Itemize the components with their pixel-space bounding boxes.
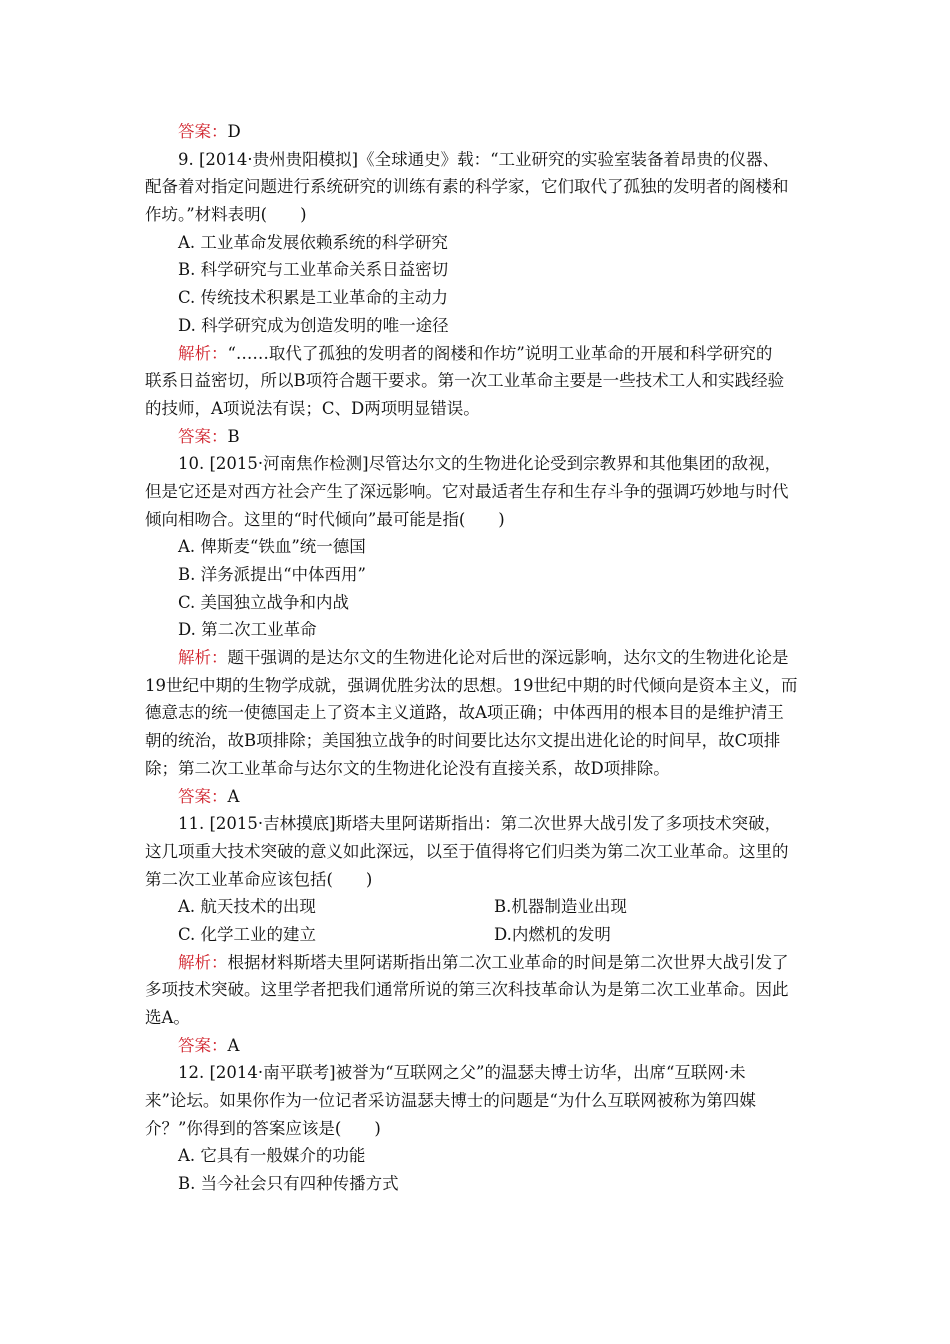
option-d: D. 科学研究成为创造发明的唯一途径 bbox=[178, 315, 449, 335]
option-a: A. 工业革命发展依赖系统的科学研究 bbox=[178, 232, 448, 252]
options-row bbox=[145, 893, 810, 921]
analysis-line: 选A。 bbox=[145, 1008, 190, 1027]
answer-label: 答案： bbox=[178, 786, 228, 806]
option-b: B. 当今社会只有四种传播方式 bbox=[178, 1174, 399, 1194]
document-page bbox=[145, 118, 810, 1198]
analysis-line: 联系日益密切，所以B项符合题干要求。第一次工业革命主要是一些技术工人和实践经验 bbox=[145, 371, 785, 391]
analysis-text: 根据材料斯塔夫里阿诺斯指出第二次工业革命的时间是第二次世界大战引发了 bbox=[227, 952, 789, 972]
analysis-text: “……取代了孤独的发明者的阁楼和作坊”说明工业革命的开展和科学研究的 bbox=[227, 343, 773, 363]
question-12-line-1: 12. [2014·南平联考]被誉为“互联网之父”的温瑟夫博士访华，出席“互联网·未 bbox=[178, 1063, 746, 1083]
analysis-line bbox=[145, 949, 810, 977]
analysis-line: 除；第二次工业革命与达尔文的生物进化论没有直接关系，故D项排除。 bbox=[145, 758, 670, 778]
answer-value: D bbox=[227, 122, 241, 141]
answer-value: B bbox=[227, 426, 240, 446]
options-row bbox=[145, 921, 810, 949]
option-b: B. 科学研究与工业革命关系日益密切 bbox=[178, 260, 449, 280]
option-d: D. 第二次工业革命 bbox=[178, 620, 317, 640]
answer-line bbox=[145, 423, 810, 451]
answer-line bbox=[145, 1032, 810, 1060]
analysis-line: 朝的统治，故B项排除；美国独立战争的时间要比达尔文提出进化论的时间早，故C项排 bbox=[145, 731, 781, 751]
question-9-line-1: 9. [2014·贵州贵阳模拟]《全球通史》载：“工业研究的实验室装备着昂贵的仪器、 bbox=[178, 149, 780, 169]
analysis-line bbox=[145, 644, 810, 672]
answer-label: 答案： bbox=[178, 122, 228, 141]
answer-line bbox=[145, 783, 810, 811]
option-a: A. 航天技术的出现 bbox=[178, 897, 316, 917]
question-12-line-2: 来”论坛。如果你作为一位记者采访温瑟夫博士的问题是“为什么互联网被称为第四媒 bbox=[145, 1091, 756, 1111]
answer-value: A bbox=[227, 786, 240, 806]
question-9-line-2: 配备着对指定问题进行系统研究的训练有素的科学家，它们取代了孤独的发明者的阁楼和 bbox=[145, 177, 789, 197]
option-c: C. 传统技术积累是工业革命的主动力 bbox=[178, 288, 449, 308]
analysis-label: 解析： bbox=[178, 952, 228, 972]
analysis-label: 解析： bbox=[178, 343, 228, 363]
option-a: A. 俾斯麦“铁血”统一德国 bbox=[178, 537, 366, 557]
analysis-line: 德意志的统一使德国走上了资本主义道路，故A项正确；中体西用的根本目的是维护清王 bbox=[145, 703, 784, 723]
question-9-line-3: 作坊。”材料表明( ) bbox=[145, 205, 307, 225]
option-d: D.内燃机的发明 bbox=[494, 924, 611, 944]
analysis-line: 多项技术突破。这里学者把我们通常所说的第三次科技革命认为是第二次工业革命。因此 bbox=[145, 980, 789, 1000]
answer-line bbox=[145, 118, 810, 146]
option-a: A. 它具有一般媒介的功能 bbox=[178, 1146, 366, 1166]
analysis-text: 题干强调的是达尔文的生物进化论对后世的深远影响，达尔文的生物进化论是 bbox=[227, 648, 789, 668]
option-b: B.机器制造业出现 bbox=[494, 897, 627, 917]
question-10-line-1: 10. [2015·河南焦作检测]尽管达尔文的生物进化论受到宗教界和其他集团的敌视， bbox=[178, 454, 782, 474]
option-c: C. 美国独立战争和内战 bbox=[178, 592, 350, 612]
analysis-line: 的技师，A项说法有误；C、D两项明显错误。 bbox=[145, 398, 480, 418]
answer-value: A bbox=[227, 1035, 240, 1055]
question-12-line-3: 介？”你得到的答案应该是( ) bbox=[145, 1118, 381, 1138]
option-b: B. 洋务派提出“中体西用” bbox=[178, 565, 366, 584]
answer-label: 答案： bbox=[178, 1035, 228, 1055]
question-10-line-2: 但是它还是对西方社会产生了深远影响。它对最适者生存和生存斗争的强调巧妙地与时代 bbox=[145, 481, 789, 501]
question-11-line-3: 第二次工业革命应该包括( ) bbox=[145, 869, 373, 889]
option-c: C. 化学工业的建立 bbox=[178, 924, 317, 944]
answer-label: 答案： bbox=[178, 426, 228, 446]
question-11-line-1: 11. [2015·吉林摸底]斯塔夫里阿诺斯指出：第二次世界大战引发了多项技术突破， bbox=[178, 814, 782, 834]
analysis-line bbox=[145, 340, 810, 368]
analysis-label: 解析： bbox=[178, 648, 228, 668]
question-11-line-2: 这几项重大技术突破的意义如此深远，以至于值得将它们归类为第二次工业革命。这里的 bbox=[145, 841, 789, 861]
analysis-line: 19世纪中期的生物学成就，强调优胜劣汰的思想。19世纪中期的时代倾向是资本主义，而 bbox=[145, 675, 798, 695]
question-10-line-3: 倾向相吻合。这里的“时代倾向”最可能是指( ) bbox=[145, 509, 505, 529]
